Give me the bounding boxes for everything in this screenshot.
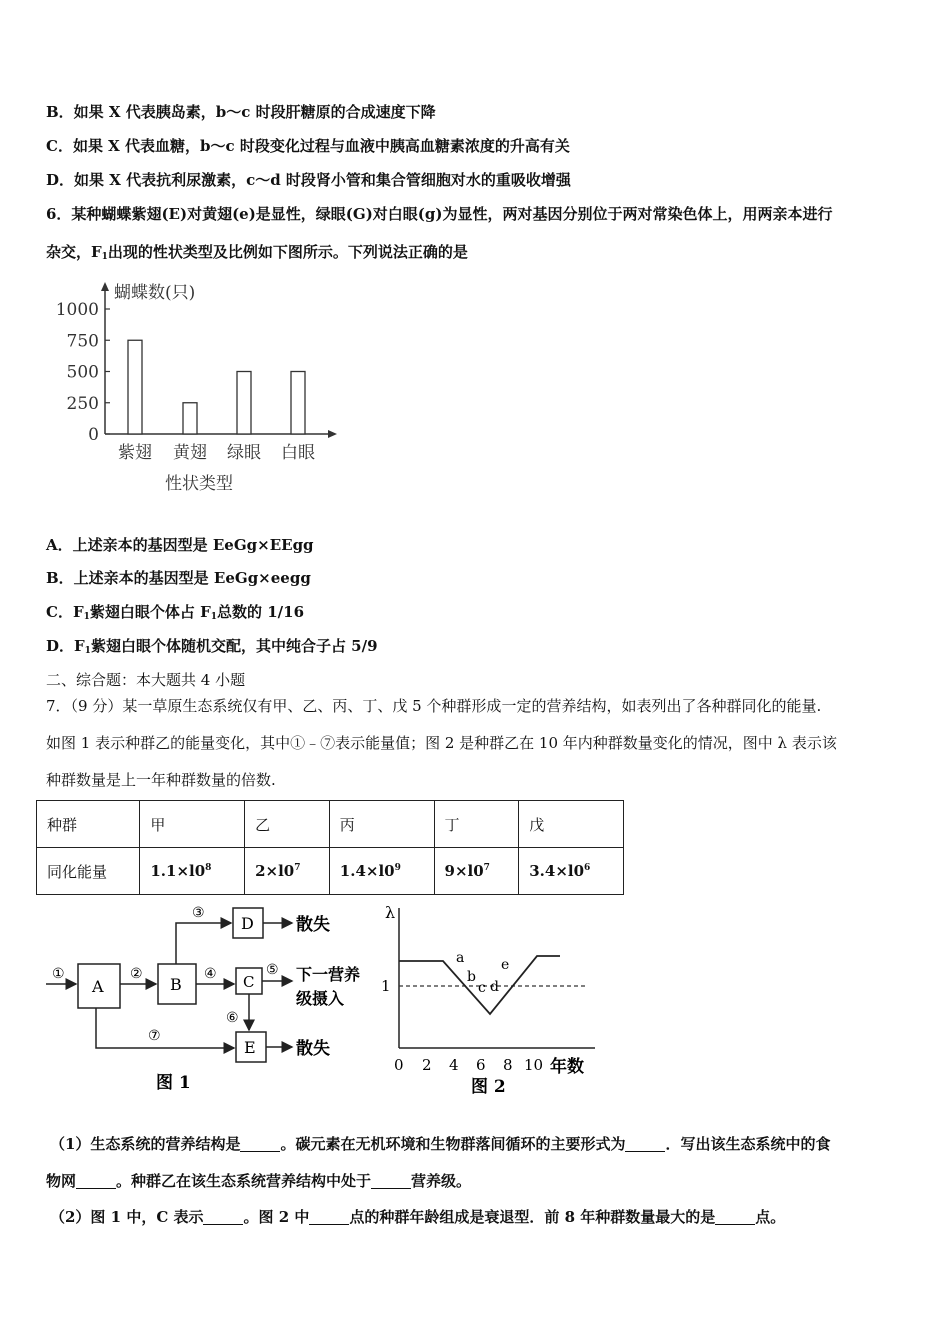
- table-cell: $1.4\times l0^9$: [329, 848, 434, 895]
- x-tick: 4: [449, 1056, 459, 1074]
- figure-1-energy-flow: [40, 898, 380, 1098]
- x-tick-label: 紫翅: [118, 443, 152, 463]
- lambda-axis-label: λ: [385, 903, 396, 922]
- table-header-row: [37, 801, 624, 848]
- y-axis-arrow: [101, 282, 109, 291]
- out-d-label: 散失: [296, 915, 330, 935]
- table-header-cell: 乙: [245, 801, 330, 848]
- arrow-1-label: ①: [52, 966, 65, 982]
- x-tick-label: 黄翅: [173, 443, 207, 463]
- q6-stem-line1: 6．某种蝴蝶紫翅(E)对黄翅(e)是显性，绿眼(G)对白眼(g)为显性，两对基因分别位于两对常染色体上，用两亲本进行: [46, 205, 833, 223]
- answer-blank[interactable]: [76, 1172, 116, 1189]
- answer-blank[interactable]: [203, 1208, 243, 1225]
- y-tick-label: 750: [66, 331, 99, 352]
- out-c-label-2: 级摄入: [296, 989, 345, 1008]
- y-tick-label: 1000: [55, 300, 99, 320]
- bar-1: [183, 403, 197, 434]
- x-tick: 10: [524, 1056, 544, 1074]
- table-header-cell: 戊: [519, 801, 624, 848]
- q6-option-c[interactable]: C．$F_1$紫翅白眼个体占 $F_1$总数的 1/16: [46, 603, 305, 622]
- x-tick-label: 绿眼: [227, 443, 261, 463]
- option-c-prev: C．如果 X 代表血糖，b～c 时段变化过程与血液中胰高血糖素浓度的升高有关: [46, 137, 570, 155]
- x-axis-title: 年数: [550, 1057, 584, 1077]
- point-c: c: [478, 980, 486, 996]
- y-tick-label: 250: [66, 393, 99, 414]
- chart-ylabel: 蝴蝶数(只): [114, 283, 196, 303]
- option-b-prev: B．如果 X 代表胰岛素，b～c 时段肝糖原的合成速度下降: [46, 103, 436, 121]
- y-tick-label: 500: [66, 362, 99, 383]
- q7-stem-line1: 7．（9 分）某一草原生态系统仅有甲、乙、丙、丁、戊 5 个种群形成一定的营养结构，如表列出了各种群同化的能量.: [46, 697, 822, 715]
- arrow-5-label: ⑤: [266, 962, 279, 978]
- bar-2: [237, 372, 251, 435]
- q7-stem-line2: 如图 1 表示种群乙的能量变化，其中①﹣⑦表示能量值；图 2 是种群乙在 10 年内种群数量变化的情况，图中 λ 表示该: [46, 734, 837, 752]
- figure-2-caption: 图 2: [471, 1077, 506, 1097]
- q7-sub1-line2: 物网 。种群乙在该生态系统营养结构中处于 营养级。: [46, 1172, 472, 1190]
- arrow-7: [96, 1008, 234, 1048]
- box-e-label: E: [244, 1038, 256, 1057]
- q6-stem-line2: 杂交，$F_1$出现的性状类型及比例如下图所示。下列说法正确的是: [46, 243, 468, 262]
- box-b-label: B: [170, 975, 182, 994]
- q6-option-d[interactable]: D．$F_1$紫翅白眼个体随机交配，其中纯合子占 5/9: [46, 637, 378, 656]
- q6-option-a[interactable]: A．上述亲本的基因型是 EeGg×EEgg: [46, 536, 314, 554]
- table-cell: $3.4\times l0^6$: [519, 848, 624, 895]
- table-row: [37, 848, 624, 895]
- x-axis-arrow: [328, 430, 337, 438]
- figure-2-lambda-curve: [375, 898, 605, 1098]
- chart-xlabel: 性状类型: [165, 474, 233, 494]
- arrow-3-label: ③: [192, 905, 205, 921]
- section-title: 二、综合题：本大题共 4 小题: [46, 671, 246, 689]
- out-e-label: 散失: [296, 1039, 330, 1059]
- x-tick: 8: [503, 1056, 513, 1074]
- q7-stem-line3: 种群数量是上一年种群数量的倍数.: [46, 771, 276, 789]
- arrow-7-label: ⑦: [148, 1028, 161, 1044]
- x-tick: 2: [422, 1056, 432, 1074]
- answer-blank[interactable]: [715, 1208, 755, 1225]
- butterfly-bar-chart: [50, 276, 350, 506]
- answer-blank[interactable]: [371, 1172, 411, 1189]
- table-header-cell: 丙: [329, 801, 434, 848]
- answer-blank[interactable]: [240, 1135, 280, 1152]
- point-a: a: [456, 950, 465, 966]
- y-tick-label: 0: [88, 425, 99, 445]
- x-tick-label: 白眼: [281, 443, 315, 463]
- x-tick: 0: [394, 1056, 404, 1074]
- bar-0: [128, 340, 142, 434]
- table-header-cell: 甲: [140, 801, 245, 848]
- q7-sub1-line1: （1）生态系统的营养结构是 。碳元素在无机环境和生物群落间循环的主要形式为 ．写出该生态系统中的食: [50, 1135, 831, 1153]
- table-header-cell: 种群: [37, 801, 140, 848]
- arrow-4-label: ④: [204, 966, 217, 982]
- q7-sub2: （2）图 1 中，C 表示 。图 2 中 点的种群年龄组成是衰退型．前 8 年种群数量最大的是 点。: [50, 1208, 786, 1226]
- arrow-3: [176, 923, 231, 964]
- table-cell: $1.1\times l0^8$: [140, 848, 245, 895]
- arrow-2-label: ②: [130, 966, 143, 982]
- option-d-prev: D．如果 X 代表抗利尿激素，c～d 时段肾小管和集合管细胞对水的重吸收增强: [46, 171, 571, 189]
- point-b: b: [467, 969, 476, 985]
- lambda-one-label: 1: [381, 977, 391, 995]
- figure-1-caption: 图 1: [156, 1073, 191, 1093]
- answer-blank[interactable]: [309, 1208, 349, 1225]
- box-d-label: D: [241, 914, 254, 933]
- table-cell: $2\times l0^7$: [245, 848, 330, 895]
- bar-3: [291, 372, 305, 435]
- q6-option-b[interactable]: B．上述亲本的基因型是 EeGg×eegg: [46, 569, 311, 587]
- point-e: e: [501, 957, 510, 973]
- arrow-6-label: ⑥: [226, 1010, 239, 1026]
- out-c-label-1: 下一营养: [296, 965, 361, 984]
- x-tick: 6: [476, 1056, 486, 1074]
- answer-blank[interactable]: [625, 1135, 665, 1152]
- energy-table: [36, 800, 624, 895]
- table-header-cell: 丁: [434, 801, 519, 848]
- point-d: d: [490, 979, 499, 995]
- box-c-label: C: [243, 973, 255, 991]
- table-cell: $9\times l0^7$: [434, 848, 519, 895]
- box-a-label: A: [92, 977, 104, 996]
- table-row-label: 同化能量: [37, 848, 140, 895]
